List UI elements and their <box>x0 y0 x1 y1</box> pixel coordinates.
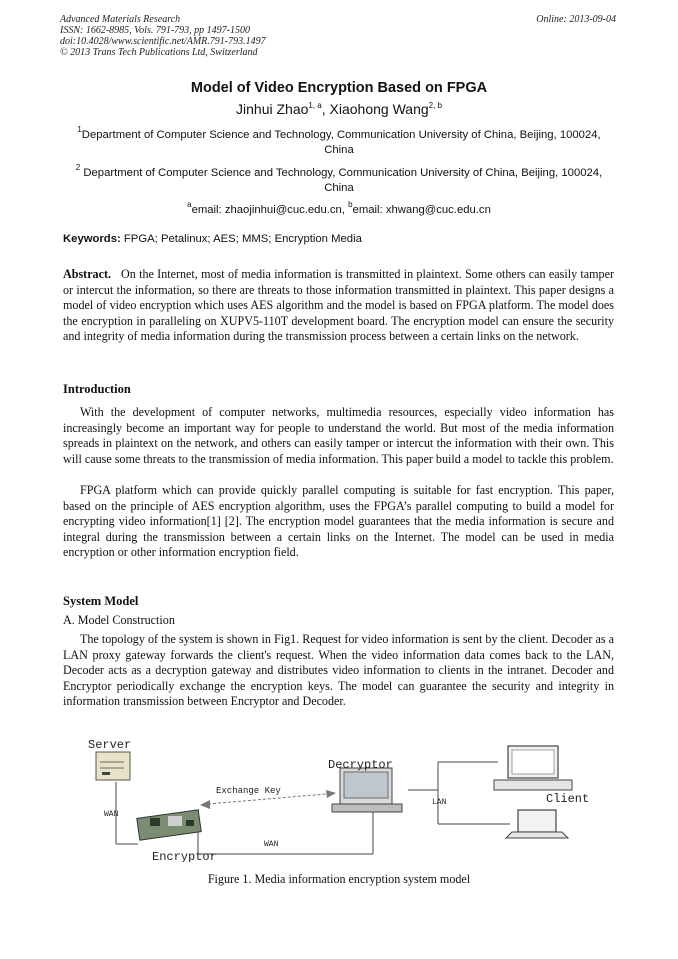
affiliation-text: Department of Computer Science and Technology, Communication University of China, Beijing, 100024, China <box>80 167 603 194</box>
affiliation-1 <box>66 125 612 158</box>
affiliation-number: 1 <box>77 125 82 134</box>
client-label: Client <box>546 792 590 806</box>
server-label: Server <box>88 738 132 752</box>
issn-line: ISSN: 1662-8985, Vols. 791-793, pp 1497-1500 <box>60 25 250 36</box>
journal-name: Advanced Materials Research <box>60 14 181 25</box>
encryptor-label: Encryptor <box>152 850 217 862</box>
fpga-board-icon <box>137 810 201 840</box>
email-line <box>66 200 612 218</box>
keywords-text: FPGA; Petalinux; AES; MMS; Encryption Media <box>120 233 362 245</box>
email-superscript: a <box>187 200 192 209</box>
affiliation-text: Department of Computer Science and Technology, Communication University of China, Beijing, 100024, China <box>81 129 601 156</box>
server-icon <box>96 752 130 780</box>
abstract-text: On the Internet, most of media information is transmitted in plaintext. Some others can easily tamper or intercut the information, so there are threats to those information transmitted in plaintext. This paper designs a model of video encryption which uses AES algorithm and the model is based on FPGA platform. The model does the encryption in paralleling on XUPV5-110T development board. The encryption model can ensure the security and integrity of media information during the transmission process between a certain links on the network. <box>63 267 615 343</box>
wan-label-left: WAN <box>104 810 119 819</box>
intro-paragraph-2: FPGA platform which can provide quickly parallel computing is suitable for fast encryption. This paper, based on the principle of AES encryption algorithm, uses the FPGA’s parallel computing to build a model for encrypting video information[1] [2]. The encryption model guarantees that the media information is secure and integral during the transmission between a certain links on the Internet. The model can be used in media encryption or other information encryption field. <box>63 483 614 559</box>
affiliation-number: 2 <box>75 163 81 172</box>
keywords-line <box>63 233 362 245</box>
paper-title: Model of Video Encryption Based on FPGA <box>190 80 488 96</box>
author-separator: , <box>321 101 330 117</box>
author-line <box>0 101 678 117</box>
author-name: Xiaohong Wang <box>329 101 429 117</box>
figure-caption: Figure 1. Media information encryption system model <box>207 872 471 886</box>
exchange-key-label: Exchange Key <box>216 786 281 796</box>
wan-label-bottom: WAN <box>264 840 279 849</box>
abstract-label: Abstract. <box>63 267 112 281</box>
online-date: Online: 2013-09-04 <box>536 14 616 25</box>
network-lines <box>116 762 510 854</box>
intro-paragraph-1: With the development of computer networks, multimedia resources, especially video information has increasingly become an important way for people to understand the world. But most of the media information spreads in plaintext on the network, and others can easily tamper or intercut the information with their own. This will cause some threats to the transmission of media information. This paper build a model to tackle this problem. <box>63 405 614 466</box>
journal-header <box>60 14 266 58</box>
lan-label: LAN <box>432 798 447 807</box>
section-heading-system-model: System Model <box>63 594 139 608</box>
email-text: email: xhwang@cuc.edu.cn <box>352 204 491 216</box>
decryptor-computer-icon <box>332 768 402 812</box>
subsection-heading: A. Model Construction <box>63 613 175 627</box>
system-model-figure <box>78 732 618 862</box>
email-text: email: zhaojinhui@cuc.edu.cn, <box>191 204 349 216</box>
copyright-line: © 2013 Trans Tech Publications Ltd, Switzerland <box>60 47 258 58</box>
email-superscript: b <box>348 200 353 209</box>
author-superscript: 2, b <box>428 101 442 110</box>
system-model-paragraph: The topology of the system is shown in Fig1. Request for video information is sent by the client. Decoder as a LAN proxy gateway forwards the client's request. When the video information data comes back to the LAN, Decoder acts as a decryption gateway and distributes video information to clients in the intranet. Decoder and Encryptor periodically exchange the encryption keys. The model can guarantee the security and integrity in information transmission between Encryptor and Decoder. <box>63 632 614 708</box>
section-heading-introduction: Introduction <box>63 382 131 396</box>
client-desktop-icon <box>494 746 572 790</box>
keywords-label: Keywords: <box>63 233 121 245</box>
author-superscript: 1, a <box>308 101 322 110</box>
decryptor-label: Decryptor <box>328 758 393 772</box>
affiliation-2 <box>66 163 612 196</box>
client-laptop-icon <box>506 810 568 838</box>
abstract-paragraph <box>63 267 614 345</box>
author-name: Jinhui Zhao <box>236 101 309 117</box>
doi-line: doi:10.4028/www.scientific.net/AMR.791-793.1497 <box>60 36 266 47</box>
